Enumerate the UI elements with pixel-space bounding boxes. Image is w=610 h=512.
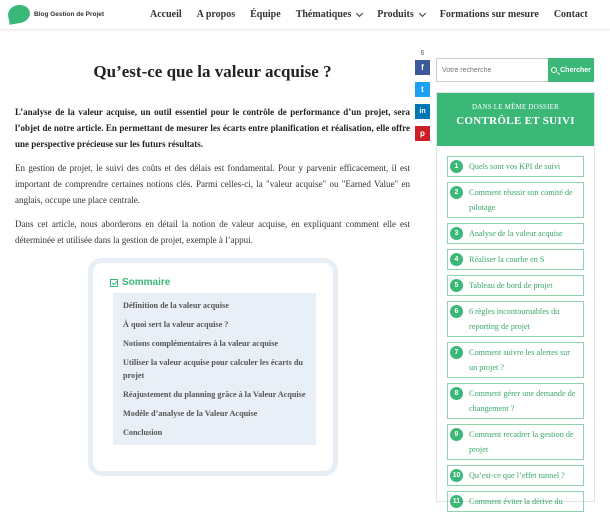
- nav-label: Accueil: [150, 9, 182, 20]
- site-logo[interactable]: [8, 5, 104, 23]
- article-paragraph: En gestion de projet, le suivi des coûts et des délais est fondamental. Pour y parvenir efficacement, il est important de comprendre certaines notions clés. Parmi celles-ci, la "valeur acquise" ou "Earned Value" en anglais, occupe une place centrale.: [15, 163, 410, 205]
- dossier-title: CONTRÔLE ET SUIVI: [456, 115, 575, 127]
- nav-item-produits[interactable]: [377, 9, 425, 20]
- related-dossier-widget: [436, 92, 595, 506]
- nav-item-contact[interactable]: [554, 9, 588, 20]
- facebook-icon[interactable]: f: [415, 60, 430, 75]
- nav-label: A propos: [196, 9, 236, 20]
- item-number-badge: 3: [450, 227, 463, 240]
- article-paragraph: Dans cet article, nous aborderons en détail la notion de valeur acquise, en expliquant comment elle est déterminée et utilisée dans la gestion de projet, exemple à l’appui.: [15, 219, 410, 245]
- checkbox-icon: [110, 279, 118, 287]
- dossier-item-label: Comment réussir son comité de pilotage: [469, 188, 573, 212]
- dossier-item[interactable]: [447, 383, 584, 419]
- dossier-item-label: Analyse de la valeur acquise: [469, 229, 563, 238]
- nav-item-formations[interactable]: [440, 9, 539, 20]
- share-count: 6: [420, 50, 425, 57]
- leaf-logo-icon: [7, 3, 32, 25]
- nav-item-a-propos[interactable]: [197, 9, 235, 20]
- item-number-badge: 4: [450, 253, 463, 266]
- item-number-badge: 8: [450, 387, 463, 400]
- dossier-item[interactable]: [447, 182, 584, 218]
- toc-item[interactable]: À quoi sert la valeur acquise ?: [123, 320, 229, 329]
- chevron-down-icon: [356, 9, 363, 16]
- page-title: Qu’est-ce que la valeur acquise ?: [93, 62, 332, 81]
- toc-heading[interactable]: [110, 277, 170, 288]
- dossier-item-label: Comment recadrer la gestion de projet: [469, 430, 574, 454]
- logo-text: Blog Gestion de Projet: [34, 10, 105, 18]
- dossier-list: [437, 146, 594, 512]
- nav-item-equipe[interactable]: [250, 9, 281, 20]
- dossier-item[interactable]: [447, 223, 584, 244]
- pinterest-icon[interactable]: p: [415, 126, 430, 141]
- nav-label: Équipe: [250, 9, 281, 20]
- chevron-down-icon: [419, 9, 426, 16]
- dossier-item-label: Comment suivre les alertes sur un projet ?: [469, 348, 570, 372]
- toc-item[interactable]: Conclusion: [123, 428, 163, 437]
- toc-list: [113, 293, 316, 445]
- nav-label: Produits: [377, 9, 414, 20]
- item-number-badge: 11: [450, 495, 463, 508]
- dossier-item-label: Quels sont vos KPI de suivi: [469, 162, 561, 171]
- nav-label: Formations sur mesure: [439, 9, 539, 20]
- nav-label: Thématiques: [295, 9, 352, 20]
- dossier-item[interactable]: [447, 301, 584, 337]
- toc-item[interactable]: Définition de la valeur acquise: [123, 301, 229, 310]
- search-form: [436, 58, 594, 82]
- item-number-badge: 6: [450, 305, 463, 318]
- search-button[interactable]: [548, 58, 594, 82]
- toc-item[interactable]: Notions complémentaires à la valeur acquise: [123, 339, 279, 348]
- item-number-badge: 7: [450, 346, 463, 359]
- search-button-label: Chercher: [560, 66, 591, 74]
- item-number-badge: 5: [450, 279, 463, 292]
- nav-item-accueil[interactable]: [150, 9, 182, 20]
- dossier-item[interactable]: [447, 465, 584, 486]
- dossier-item[interactable]: [447, 275, 584, 296]
- item-number-badge: 10: [450, 469, 463, 482]
- nav-item-thematiques[interactable]: [296, 9, 363, 20]
- dossier-item-label: 6 règles incontournables du reporting de projet: [469, 307, 560, 331]
- search-input[interactable]: [436, 58, 548, 82]
- toc-item[interactable]: Modèle d’analyse de la Valeur Acquise: [123, 409, 258, 418]
- dossier-item-label: Tableau de bord de projet: [469, 281, 553, 290]
- share-bar: [415, 48, 430, 148]
- dossier-item-label: Comment éviter la dérive du: [469, 497, 563, 506]
- item-number-badge: 2: [450, 186, 463, 199]
- dossier-item[interactable]: [447, 342, 584, 378]
- dossier-item-label: Réaliser la courbe en S: [469, 255, 545, 264]
- site-header: [0, 0, 610, 30]
- dossier-item[interactable]: [447, 424, 584, 460]
- dossier-subtitle: DANS LE MÊME DOSSIER: [471, 103, 560, 111]
- linkedin-icon[interactable]: in: [415, 104, 430, 119]
- dossier-item[interactable]: [447, 249, 584, 270]
- nav-label: Contact: [553, 9, 588, 20]
- dossier-item-label: Qu’est-ce que l’effet tunnel ?: [469, 471, 565, 480]
- search-icon: [551, 67, 557, 73]
- dossier-item[interactable]: [447, 156, 584, 177]
- dossier-item[interactable]: [447, 491, 584, 512]
- dossier-header: [437, 93, 594, 146]
- main-nav: [150, 9, 603, 20]
- table-of-contents: [88, 258, 338, 476]
- toc-heading-label: Sommaire: [122, 277, 171, 288]
- twitter-icon[interactable]: t: [415, 82, 430, 97]
- toc-item[interactable]: Réajustement du planning grâce à la Valeur Acquise: [123, 390, 306, 399]
- article-content: [15, 30, 410, 248]
- toc-item[interactable]: Utiliser la valeur acquise pour calculer les écarts du projet: [123, 358, 303, 380]
- article-intro: L’analyse de la valeur acquise, un outil essentiel pour le contrôle de performance d’un projet, sera l’objet de notre article. En permettant de mesurer les écarts entre planification et réalisation, elle offre une perspective précieuse sur les futurs résultats.: [15, 107, 410, 149]
- item-number-badge: 1: [450, 160, 463, 173]
- item-number-badge: 9: [450, 428, 463, 441]
- dossier-item-label: Comment gérer une demande de changement ?: [469, 389, 576, 413]
